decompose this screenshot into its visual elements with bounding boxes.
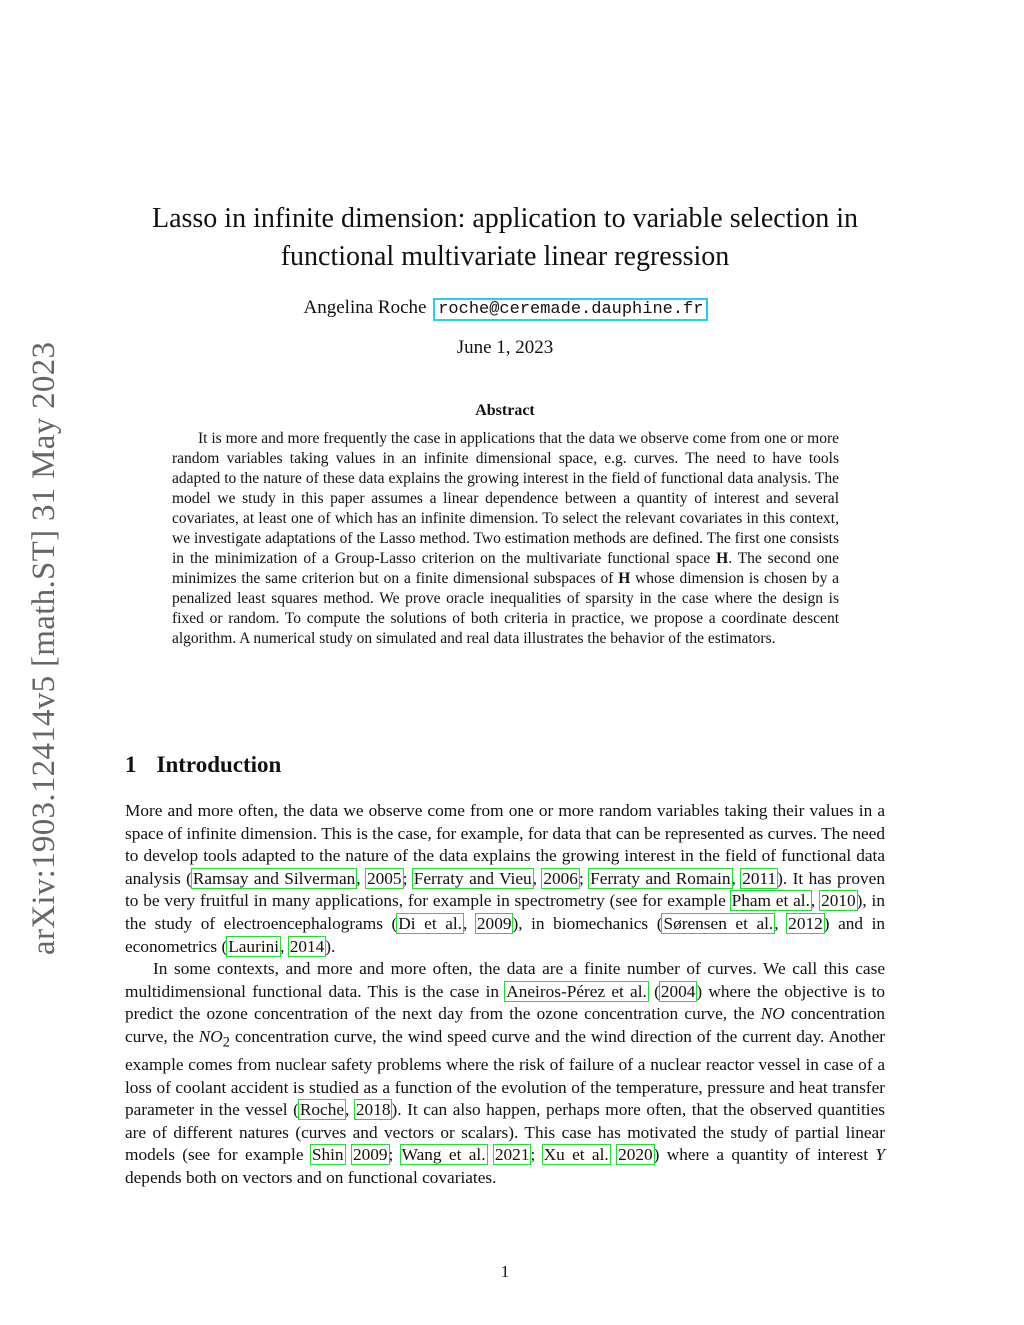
citation-link[interactable]: Ramsay and Silverman [192,868,356,888]
citation-link[interactable]: Roche [299,1100,345,1120]
citation-link[interactable]: Wang et al. [401,1145,486,1165]
author-email-link[interactable]: roche@ceremade.dauphine.fr [435,300,706,319]
math-no: NO [760,1004,785,1024]
citation-year-link[interactable]: 2014 [289,936,325,956]
citation-year-link[interactable]: 2005 [367,868,402,888]
title-line-2: functional multivariate linear regression [280,241,730,272]
citation-link[interactable]: Shin [311,1145,344,1165]
citation-link[interactable]: Di et al. [398,913,462,933]
citation-link[interactable]: Sørensen et al. [663,913,774,933]
paragraph-2: In some contexts, and more and more often, the data are a finite number of curves. We call this case multidimensional functional data. This is the case in Aneiros-Pérez et al. (2004) where the objective is to predict the ozone concentration of the next day from the ozone concentration curve, the NO concentration curve, the $NO_2$ concentration curve, the wind speed curve and the wind direction of the current day. Another example comes from nuclear safety problems where the risk of failure of a nuclear reactor vessel in case of a loss of coolant accident is studied as a function of the evolution of the temperature, pressure and heat transfer parameter in the vessel (Roche, 2018). It can also happen, perhaps more often, that the observed quantities are of different natures (curves and vectors or scalars). This case has motivated the study of partial linear models (see for example Shin 2009; Wang et al. 2021; Xu et al. 2020) where a quantity of interest Y depends both on vectors and on functional covariates. [125,959,886,1187]
paper-date: June 1, 2023 [456,337,554,358]
citation-year-link[interactable]: 2020 [618,1145,653,1165]
title-line-1: Lasso in infinite dimension: application to variable selection in [151,203,859,234]
citation-year-link[interactable]: 2004 [660,981,696,1001]
citation-year-link[interactable]: 2009 [476,913,512,933]
page-number: 1 [500,1262,510,1281]
citation-link[interactable]: Ferraty and Romain [590,868,731,888]
author-line [100,294,910,324]
citation-link[interactable]: Pham et al. [731,891,810,911]
citation-year-link[interactable]: 2011 [742,868,777,888]
author-name: Angelina Roche [303,297,427,318]
body-text [125,800,885,1190]
section-heading [125,752,281,778]
citation-link[interactable]: Ferraty and Vieu [413,868,532,888]
citation-link[interactable]: Aneiros-Pérez et al. [506,981,647,1001]
section-title: Introduction [156,752,282,777]
space-h-symbol: H [618,570,631,587]
citation-year-link[interactable]: 2021 [494,1145,530,1165]
abstract-text: It is more and more frequently the case in applications that the data we observe come from one or more random variables taking values in an infinite dimensional space, e.g. curves. The need to have tools adapted to the nature of these data explains the growing interest in the field of functional data analysis. The model we study in this paper assumes a linear dependence between a quantity of interest and several covariates, at least one of which has an infinite dimension. To select the relevant covariates in this context, we investigate adaptations of the Lasso method. Two estimation methods are defined. The first one consists in the minimization of a Group-Lasso criterion on the multivariate functional space H. The second one minimizes the same criterion but on a finite dimensional subspaces of H whose dimension is chosen by a penalized least squares method. We prove oracle inequalities of sparsity in the case where the design is fixed or random. To compute the solutions of both criteria in practice, we propose a coordinate descent algorithm. A numerical study on simulated and real data illustrates the behavior of the estimators. [172,430,839,647]
citation-year-link[interactable]: 2009 [352,1145,388,1165]
paper-title [100,200,910,276]
citation-year-link[interactable]: 2018 [355,1100,391,1120]
paragraph-1: More and more often, the data we observe come from one or more random variables taking their values in a space of infinite dimension. This is the case, for example, for data that can be represented as curves. The need to develop tools adapted to the nature of the data explains the growing interest in the field of functional data analysis (Ramsay and Silverman, 2005; Ferraty and Vieu, 2006; Ferraty and Romain, 2011). It has proven to be very fruitful in many applications, for example in spectrometry (see for example Pham et al., 2010), in the study of electroencephalograms (Di et al., 2009), in biomechanics (Sørensen et al., 2012) and in econometrics (Laurini, 2014). [125,801,886,956]
citation-year-link[interactable]: 2012 [788,913,823,933]
math-no2-subscript: 2 [222,1034,230,1051]
arxiv-identifier: arXiv:1903.12414v5 [math.ST] 31 May 2023 [26,341,62,955]
citation-link[interactable]: Xu et al. [543,1145,609,1165]
math-no2: NO [198,1026,223,1046]
citation-year-link[interactable]: 2010 [821,891,856,911]
math-y: Y [875,1145,885,1165]
space-h-symbol: H [716,550,729,567]
citation-year-link[interactable]: 2006 [543,868,578,888]
abstract-heading: Abstract [475,402,535,419]
citation-link[interactable]: Laurini [228,936,280,956]
section-number: 1 [125,752,137,777]
